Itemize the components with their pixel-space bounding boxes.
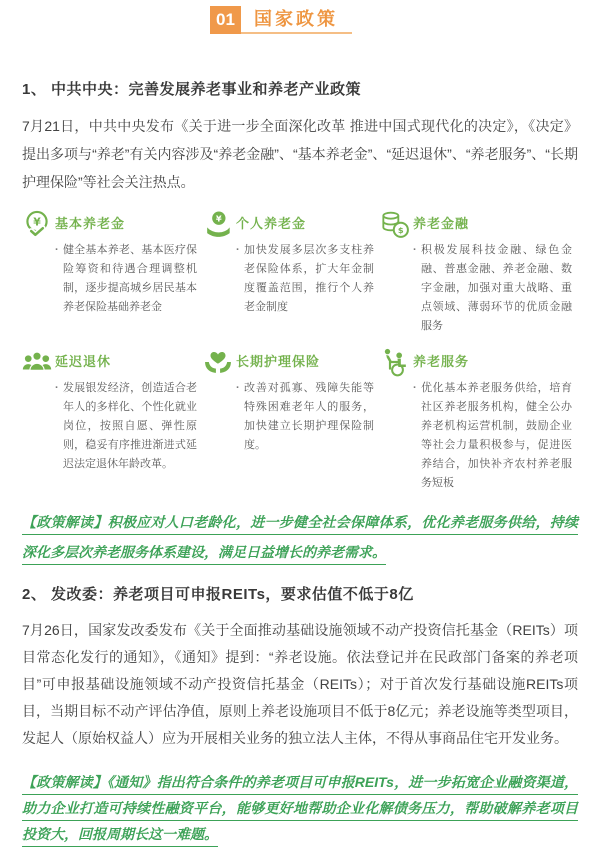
card-title: 基本养老金 [55,216,126,231]
header-underline [241,6,352,34]
hand-coin-icon [203,208,236,336]
section2-paragraph: 7月26日，国家发改委发布《关于全面推动基础设施领域不动产投资信托基金（REITs）项目常态化发行的通知》，《通知》提到：“养老设施。依法登记并在民政部门备案的养老项目”可申报基础设施领域不动产投资信托基金（REITs）；对于首次发行基础设施REITs项目，当期目标不动产评估净值，原则上养老设施项目不低于8亿元；养老设施等类型项目，发起人（原始权益人）应为开展相关业务的独立法人主体，不得从事商品住宅开发业务。 [22,622,578,746]
card-delayed-retirement [22,346,203,493]
section1-interpretation: 【政策解读】积极应对人口老龄化，进一步健全社会保障体系，优化养老服务供给，持续深化多层次养老服务体系建设，满足日益增长的养老需求。 [22,514,578,560]
card-personal-pension [203,208,380,336]
card-title: 养老金融 [413,216,470,231]
svg-text:¥: ¥ [215,213,222,224]
section1-paragraph: 7月21日，中共中央发布《关于进一步全面深化改革 推进中国式现代化的决定》，《决定》提出多项与“养老”有关内容涉及“养老金融”、“基本养老金”、“延迟退休”、“养老服务”、“长期护理保险”等社会关注热点。 [22,118,578,190]
card-text [236,379,374,455]
card-title: 养老服务 [413,354,470,369]
section1-heading: 1、 中共中央：完善发展养老事业和养老产业政策 [22,81,362,98]
card-body [413,346,578,493]
card-title: 个人养老金 [236,216,307,231]
card-text [413,241,572,336]
card-text-value: 优化基本养老服务供给，培育社区养老服务机构，健全公办养老机构运营机制，鼓励企业等社会力量积极参与，促进医养结合，加快补齐农村养老服务短板 [421,382,572,489]
card-body [55,208,203,336]
card-title: 长期护理保险 [236,354,321,369]
card-text [413,379,572,493]
card-text-value: 加快发展多层次多支柱养老保险体系，扩大年金制度覆盖范围，推行个人养老金制度 [244,244,374,313]
policy-cards-grid [22,208,578,493]
card-body [236,208,380,336]
svg-text:$: $ [397,225,404,236]
card-text-value: 健全基本养老、基本医疗保险筹资和待遇合理调整机制，逐步提高城乡居民基本养老保险基础养老金 [63,244,197,313]
article-content [0,78,600,847]
card-text-value: 改善对孤寡、残障失能等特殊困难老年人的服务，加快建立长期护理保险制度。 [244,382,374,451]
card-body [413,208,578,336]
section2-interpretation: 【政策解读】《通知》指出符合条件的养老项目可申报REITs，进一步拓宽企业融资渠道，助力企业打造可持续性融资平台，能够更好地帮助企业化解债务压力，帮助破解养老项目投资大，回报周期长这一难题。 [22,774,578,842]
card-text [236,241,374,317]
svg-text:¥: ¥ [33,215,41,229]
yuan-circle-check-icon [22,208,55,336]
coins-stack-icon [380,208,413,336]
card-body [236,346,380,493]
card-text-value: 积极发展科技金融、绿色金融、普惠金融、养老金融、数字金融，加强对重大战略、重点领域、薄弱环节的优质金融服务 [421,244,572,332]
card-elderly-service [380,346,578,493]
card-title: 延迟退休 [55,354,112,369]
section2-heading: 2、 发改委：养老项目可申报REITs，要求估值不低于8亿 [22,586,414,603]
wheelchair-care-icon [380,346,413,493]
hands-heart-icon [203,346,236,493]
page-title: 国家政策 [254,9,338,29]
section-header [210,6,600,34]
people-group-icon [22,346,55,493]
card-text [55,241,197,317]
card-basic-pension [22,208,203,336]
card-text [55,379,197,474]
section-number-badge: 01 [210,6,241,34]
card-text-value: 发展银发经济，创造适合老年人的多样化、个性化就业岗位，按照自愿、弹性原则，稳妥有序推进渐进式延迟法定退休年龄改革。 [63,382,197,470]
card-body [55,346,203,493]
card-pension-finance [380,208,578,336]
card-longterm-care-insurance [203,346,380,493]
